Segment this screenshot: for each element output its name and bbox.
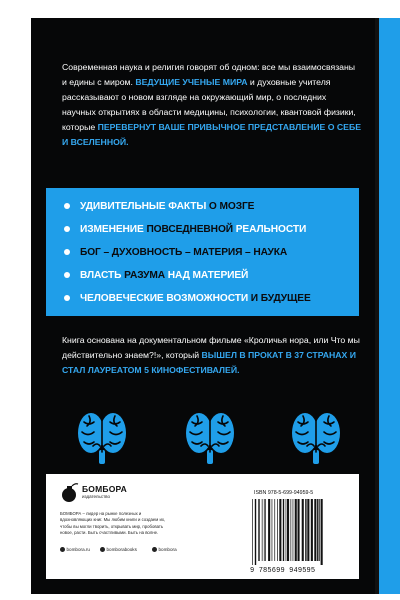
cover-spine	[379, 18, 400, 594]
outro-paragraph	[62, 333, 362, 378]
barcode-bar	[262, 499, 263, 561]
feature-text: О МОЗГЕ	[206, 201, 255, 212]
barcode-bar	[302, 499, 304, 561]
publisher-name: БОМБОРА	[82, 484, 127, 494]
barcode-bar	[293, 499, 294, 561]
outro-text: Книга основана на документальном фильме «Кроличья нора, или Что мы действительно знаем?!», который	[62, 335, 360, 361]
feature-item	[64, 218, 356, 241]
barcode-bar	[319, 499, 320, 561]
barcode-bar	[295, 499, 297, 561]
feature-text: И БУДУЩЕЕ	[248, 293, 311, 304]
isbn: ISBN 978-5-699-94959-5	[254, 490, 314, 496]
barcode-bar	[317, 499, 318, 561]
feature-text: ВЛАСТЬ	[80, 270, 125, 281]
social-link-vk[interactable]	[100, 547, 137, 552]
barcode-bar	[283, 499, 284, 561]
feature-list	[64, 195, 356, 310]
feature-text: ЧЕЛОВЕЧЕСКИЕ ВОЗМОЖНОСТИ	[80, 293, 249, 304]
brain-icon	[76, 410, 128, 466]
globe-icon	[60, 547, 65, 552]
barcode-bar	[258, 499, 259, 561]
feature-item	[64, 287, 356, 310]
barcode-bar	[311, 499, 313, 561]
social-links	[60, 547, 210, 555]
outro-highlight: ВЫШЕЛ В ПРОКАТ В 37 СТРАНАХ И СТАЛ ЛАУРЕАТОМ 5 КИНОФЕСТИВАЛЕЙ.	[62, 350, 357, 376]
brain-icon	[184, 410, 236, 466]
barcode-bar	[252, 499, 253, 565]
vk-icon	[100, 547, 105, 552]
bullet-icon	[64, 295, 70, 301]
barcode-bar	[305, 499, 306, 561]
social-link-instagram[interactable]	[152, 547, 177, 552]
barcode-bar	[291, 499, 292, 561]
brain-illustrations	[76, 410, 344, 466]
barcode-bar	[264, 499, 265, 561]
barcode-bar	[279, 499, 281, 561]
intro-paragraph	[62, 60, 362, 151]
intro-highlight-1: ВЕДУЩИЕ УЧЕНЫЕ МИРА	[135, 77, 248, 88]
barcode-bar	[307, 499, 309, 561]
barcode-bar	[272, 499, 273, 561]
bullet-icon	[64, 226, 70, 232]
barcode-bar	[314, 499, 316, 561]
feature-text: РАЗУМА	[124, 270, 165, 281]
publisher-subtitle: издательство	[82, 494, 110, 499]
bomb-logo-icon	[60, 482, 80, 504]
feature-text: НАД МАТЕРИЕЙ	[164, 270, 249, 281]
feature-item	[64, 264, 356, 287]
barcode-bar	[255, 499, 256, 565]
feature-item	[64, 241, 356, 264]
feature-text: УДИВИТЕЛЬНЫЕ ФАКТЫ	[80, 201, 207, 212]
social-label: bombora.ru	[66, 547, 90, 552]
social-label: bombora	[158, 547, 177, 552]
feature-text: БОГ – ДУХОВНОСТЬ – МАТЕРИЯ – НАУКА	[80, 247, 288, 258]
intro-text-2: и духовные учителя рассказывают о новом взгляде на окружающий мир, о последних научных открытиях в области медицины, психологии, квантовой физики, которые	[62, 77, 356, 133]
barcode-bar	[287, 499, 289, 561]
bullet-icon	[64, 249, 70, 255]
social-link-site[interactable]	[60, 547, 90, 552]
barcode-bar	[268, 499, 270, 561]
barcode-bar	[321, 499, 323, 565]
brain-icon	[290, 410, 342, 466]
publisher-description: БОМБОРА – лидер на рынке полезных и вдохновляющих книг. Мы любим книги и создаем их, чтобы вы могли творить, открывать мир, пробовать новое, расти. Быть счастливыми. Быть на волне.	[60, 511, 166, 535]
barcode-bar	[277, 499, 278, 561]
feature-item	[64, 195, 356, 218]
feature-text: ИЗМЕНЕНИЕ	[80, 224, 147, 235]
feature-text: РЕАЛЬНОСТИ	[233, 224, 307, 235]
social-label: bomborabooks	[106, 547, 137, 552]
intro-text-1: Современная наука и религия говорят об одном: все мы взаимосвязаны и едины с миром.	[62, 62, 356, 88]
intro-highlight-2: ПЕРЕВЕРНУТ ВАШЕ ПРИВЫЧНОЕ ПРЕДСТАВЛЕНИЕ О СЕБЕ И ВСЕЛЕННОЙ.	[62, 122, 361, 148]
bullet-icon	[64, 272, 70, 278]
barcode-bar	[274, 499, 275, 561]
barcode	[250, 499, 348, 565]
barcode-number: 9 785699 949595	[250, 567, 316, 575]
barcode-bar	[298, 499, 300, 561]
feature-text: ПОВСЕДНЕВНОЙ	[146, 224, 233, 235]
barcode-bar	[265, 499, 266, 561]
instagram-icon	[152, 547, 157, 552]
bullet-icon	[64, 203, 70, 209]
barcode-bar	[286, 499, 287, 561]
